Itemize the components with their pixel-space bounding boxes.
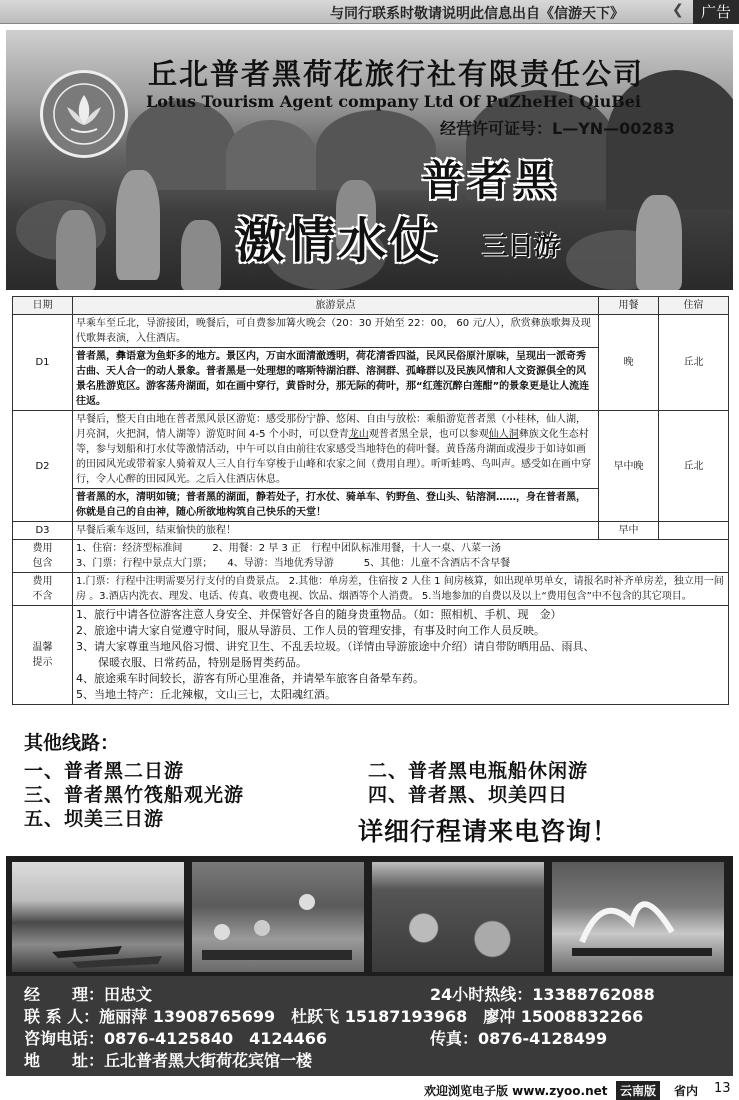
route-item: 二、普者黑电瓶船休闲游 [368,760,589,782]
longshan-link[interactable]: 龙山 [348,429,369,440]
tip-item: 3、请大家尊重当地风俗习惯、讲究卫生、不乱丢垃圾。（详情由导游旅途中介绍）请自带防晒用品、雨具、 [76,640,595,653]
other-routes-heading: 其他线路： [24,732,120,754]
lotus-flower-icon [43,73,125,155]
day-label: D1 [13,315,73,411]
d2-stay: 丘北 [659,411,729,522]
photo-strip [6,856,733,976]
hero-banner [6,30,733,290]
tips-label [13,606,73,705]
address: 地 址：丘北普者黑大街荷花宾馆一楼 [24,1051,313,1070]
people-icon [192,862,364,972]
day-label: D2 [13,411,73,522]
excluded-text: 1.门票：行程中注明需要另行支付的自费景点。 2.其他：单房差，住宿按 2 人住 1 间房核算，如出现单男单女，请报名时补齐单房差，独立用一间房 。3.酒店内洗衣、理发、电话、传真、收费电视、饮品、烟酒等个人消费。 5.当地参加的自费以及以上“费用包含”中不包含的其它项目。 [73,573,729,606]
table-row-excluded [13,573,729,606]
dancer-figure [181,220,221,290]
d1-highlight: 普者黑，彝语意为鱼虾多的地方。景区内，万亩水面清澈透明，荷花清香四溢，民风民俗原汁原味，呈现出一派奇秀古曲、天人合一的动人景象。普者黑是一处理想的喀斯特湖泊群、溶洞群、孤峰群以及民族风情和人文资源俱全的风景名胜游览区。游客荡舟湖面，如在画中穿行，黄昏时分，那无际的荷叶，那“红莲沉醉白莲酣”的景象更是让人流连往返。 [73,348,599,411]
label-line: 包含 [32,558,53,569]
title-water-fight: 激情水仗 [236,213,441,269]
consult-callout: 详细行程请来电咨询！ [358,817,619,846]
included-line: 3、门票：行程中景点大门票； 4、导游：当地优秀导游 5、其他：儿童不含酒店不含早餐 [76,558,511,569]
dancer-figure [636,195,682,290]
d3-meal: 早中 [599,522,659,540]
footer [0,1080,739,1100]
d1-text: 早乘车至丘北，导游接团，晚餐后，可自费参加篝火晚会（20：30 开始至 22：00， 60 元/人），欣赏彝族歌舞及现代歌舞表演，入住酒店。 [73,315,599,348]
photo-lake-boats [12,862,184,972]
photo-boat-splash [552,862,724,972]
table-row-included [13,540,729,573]
d2-text [73,411,599,489]
label-line: 费用 [32,576,53,587]
tips-list [73,606,729,705]
day-label: D3 [13,522,73,540]
route-item: 一、普者黑二日游 [24,760,185,782]
contact-people: 联 系 人：施丽萍 13908765699 杜跃飞 15187193968 廖冲 15008832266 [24,1007,644,1026]
d3-text: 早餐后乘车返回，结束愉快的旅程！ [73,522,599,540]
header-meal: 用餐 [599,297,659,315]
photo-lotus-pond [372,862,544,972]
header-stay: 住宿 [659,297,729,315]
xianren-cave-link[interactable]: 仙人洞 [488,429,519,440]
edition-badge: 云南版 [616,1081,660,1100]
company-name-en: Lotus Tourism Agent company Ltd Of PuZheHei QiuBei [146,92,642,111]
top-banner [0,0,739,24]
tip-item: 4、旅途乘车时间较长，游客有所心里准备，并请晕车旅客自备晕车药。 [76,672,424,685]
license-number: 经营许可证号：L—YN—00283 [440,119,675,138]
table-row-tips [13,606,729,705]
label-line: 费用 [32,543,53,554]
label-line: 温馨 [32,642,53,653]
d2-highlight: 普者黑的水，清明如镜；普者黑的湖面，静若处子，打水仗、骑单车、钓野鱼、登山头、钻溶洞……，身在普者黑，你就是自己的自由神，随心所欲地构筑自己快乐的天堂！ [73,489,599,522]
boat-icon [12,862,184,972]
title-puzhehei: 普者黑 [422,156,561,205]
route-item: 四、普者黑、坝美四日 [368,784,569,806]
title-three-days: 三日游 [482,232,561,262]
route-item: 五、坝美三日游 [24,808,165,830]
manager: 经 理：田忠文 [24,985,153,1004]
splash-icon [552,862,724,972]
tip-item: 5、当地土特产：丘北辣椒，文山三七，太阳魂红酒。 [76,688,336,701]
hotline: 24小时热线：13388762088 [430,985,655,1004]
tip-item: 2、旅途中请大家自觉遵守时间，服从导游员、工作人员的管理安排，有事及时向工作人员反映。 [76,624,545,637]
ad-label: 广告 [693,0,739,24]
included-label [13,540,73,573]
dancer-figure [56,210,96,290]
included-line: 1、住宿：经济型标准间 2、用餐：2 早 3 正 行程中团队标准用餐，十人一桌、八菜一汤 [76,543,501,554]
tip-item: 保暖衣服、日常药品，特别是肠胃类药品。 [76,656,307,669]
d1-meal: 晚 [599,315,659,411]
table-row-d2 [13,411,729,489]
consult-phone: 咨询电话：0876-4125840 4124466 [24,1029,328,1048]
table-row-d3 [13,522,729,540]
d2-text-part: 早餐后，整天自由地在普者黑风景区游览：感受那份宁静、悠闲、自由与放松：乘船游览普者黑（小桂林，仙人湖，月亮洞，火把洞，情人湖等）游览时间 4-5 个小时，可以登青 [76,414,586,440]
d2-text-part: 观普者黑全景，也可以参观 [368,429,489,440]
excluded-label [13,573,73,606]
route-item: 三、普者黑竹筏船观光游 [24,784,245,806]
table-header-row [13,297,729,315]
website-link[interactable]: 欢迎浏览电子版 www.zyoo.net [424,1084,608,1098]
source-note: 与同行联系时敬请说明此信息出自《信游天下》 [330,6,624,22]
d3-stay [659,522,729,540]
header-date: 日期 [13,297,73,315]
company-name-cn: 丘北普者黑荷花旅行社有限责任公司 [148,57,645,91]
dancer-figure [116,170,160,280]
contact-block [6,976,733,1076]
tip-item: 1、旅行中请各位游客注意人身安全、并保管好各自的随身贵重物品。（如：照相机、手机、现 金） [76,608,562,621]
province-label: 省内 [674,1084,699,1098]
itinerary-table [12,296,729,705]
table-row-d1 [13,315,729,348]
d2-meal: 早中晚 [599,411,659,522]
label-line: 不含 [32,591,53,602]
header-spots: 旅游景点 [73,297,599,315]
label-line: 提示 [32,657,53,668]
page-number: 13 [714,1081,731,1096]
fax: 传真：0876-4128499 [430,1029,608,1048]
d2-text-part: 彝族文化生态村等，参与划船和打水仗等激情活动，中午可以自由前往农家感受当地特色的荷叶餐。黄昏荡舟湖面或漫步于如诗如画的田园风光或带着家人骑着双人三人自行车穿梭于山峰和农家之间（费用自理）。听听蛙鸣、鸟叫声。感受如在画中穿行，令人心醉的田园风光。之后入住酒店休息。 [76,429,591,485]
included-text [73,540,729,573]
photo-water-fight [192,862,364,972]
d1-stay: 丘北 [659,315,729,411]
karst-hill [226,120,316,190]
lotus-logo [40,70,128,158]
chevron-left-icon: ❮ [672,2,684,18]
karst-hill [316,110,436,190]
